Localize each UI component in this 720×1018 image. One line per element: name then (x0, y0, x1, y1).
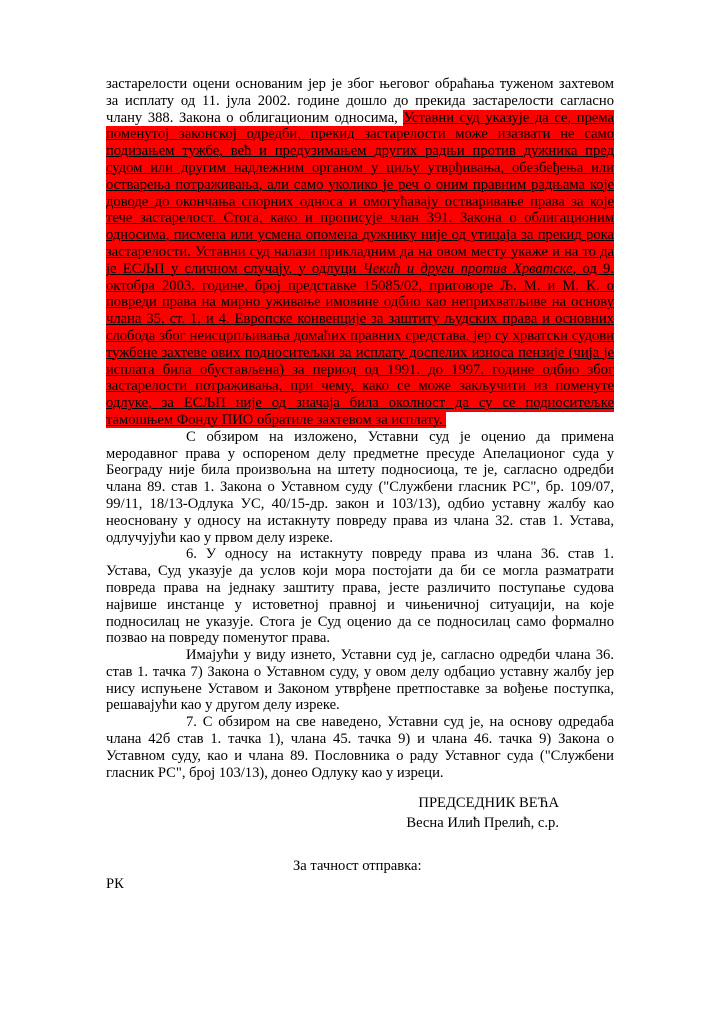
text-line (106, 664, 614, 681)
text-line (106, 580, 614, 597)
highlighted-text-line (106, 126, 614, 143)
highlighted-text-line (106, 160, 614, 177)
text-segment: став 1. тачка 7) Закона о Уставном суду, у овом делу одбацио уставну жалбу јер (106, 663, 614, 680)
text-line (106, 76, 614, 93)
highlighted-text-segment: тужбене захтеве ових подноситељки за исплату доспелих износа пензије (чија је (106, 344, 614, 361)
highlighted-text-line (106, 244, 614, 261)
text-segment: 6. У односу на истакнуту повреду права из члана 36. став 1. (186, 546, 614, 563)
text-line (106, 614, 614, 631)
text-segment: Устава, Суд указује да услов који мора постојати да би се могла разматрати (106, 563, 614, 580)
highlighted-text-line (106, 395, 614, 412)
certification-line: За тачност отправка: (293, 858, 422, 875)
signature-title: ПРЕДСЕДНИК ВЕЋА (418, 795, 559, 812)
text-segment: подносилац не указује. Стога је Суд оценио да се подносилац само формално (106, 613, 614, 630)
highlighted-text-segment: повреди права на мирно уживање имовине одбио као неприхватљиве на основу (106, 294, 614, 311)
text-line (106, 765, 614, 782)
highlighted-text-line (106, 378, 614, 395)
text-segment: меродавног права у оспореном делу предметне пресуде Апелационог суда у (106, 445, 614, 462)
text-segment: нису испуњене Уставом и Законом утврђене претпоставке за вођење поступка, (106, 680, 614, 697)
highlighted-text-line (106, 210, 614, 227)
highlighted-text-segment: односима, писмена или усмена опомена дужнику није од утицаја за прекид рока (106, 227, 614, 244)
highlighted-text-segment: Чекић и други против Хрватске (362, 260, 573, 277)
highlighted-text-segment: Уставни суд указује да се, према (403, 109, 614, 126)
highlighted-text-segment: октобра 2003. године, број представке 15085/02, приговоре Љ. М. и М. К. о (106, 277, 614, 294)
highlighted-text-segment: је ЕСЉП у сличном случају, у одлуци (106, 260, 363, 277)
text-line (106, 563, 614, 580)
document-content (106, 76, 614, 893)
text-line (106, 731, 614, 748)
highlighted-text-line (106, 345, 614, 362)
text-segment: неосновану у односу на истакнуту повреду права из члана 32. став 1. Устава, (106, 512, 614, 529)
highlighted-text-segment: одлуке, за ЕСЉП није од значаја била околност да су се подноситељке (106, 395, 614, 412)
text-line (106, 412, 614, 429)
highlighted-text-segment: застарелости. Уставни суд налази прикладним да на овом месту укаже и на то да (106, 243, 614, 260)
highlighted-text-line (106, 328, 614, 345)
text-line (106, 513, 614, 530)
text-line (106, 630, 614, 647)
highlighted-text-segment: исплата била обустављена) за период од 1991. до 1997. године одбио због (106, 361, 614, 378)
text-segment: повреда права на једнаку заштиту права, јесте различито поступање судова (106, 579, 614, 596)
text-segment: Београду није била произвољна на штету подносиоца, те је, сагласно одредби (106, 462, 614, 479)
highlighted-text-line (106, 294, 614, 311)
highlighted-text-line (106, 261, 614, 278)
highlighted-text-segment: члана 35. ст. 1. и 4. Европске конвенције за заштиту људских права и основних (106, 311, 614, 328)
highlighted-text-segment: остварења потраживања, али само уколико је реч о оним правним радњама које (106, 176, 614, 193)
document-body (106, 76, 614, 781)
highlighted-text-segment: доводе до окончања спорних односа и омогућавају остваривање права за које (106, 193, 614, 210)
text-line (106, 429, 614, 446)
text-line (106, 647, 614, 664)
highlighted-text-segment: , од 9. (572, 260, 614, 277)
text-line (106, 93, 614, 110)
text-line (106, 530, 614, 547)
text-segment: за исплату од 11. јула 2002. године дошло до прекида застарелости сагласно (106, 92, 614, 109)
text-segment: члана 89. став 1. Закона о Уставном суду ("Службени гласник РС", бр. 109/07, (106, 479, 614, 496)
signature-block (106, 793, 614, 833)
highlighted-text-line (106, 227, 614, 244)
highlighted-text-segment: тамошњем Фонду ПИО обратиле захтевом за исплату. (106, 411, 447, 428)
text-segment: решавајући као у другом делу изреке. (106, 697, 340, 714)
text-segment: застарелости оцени основаним јер је због његовог обраћања туженом захтевом (106, 76, 614, 92)
text-line (106, 446, 614, 463)
text-segment: члану 388. Закона о облигационим односима, (106, 109, 404, 126)
highlighted-text-line (106, 278, 614, 295)
text-line (106, 462, 614, 479)
text-segment: Имајући у виду изнето, Уставни суд је, сагласно одредби члана 36. (186, 647, 614, 664)
text-segment: гласник РС", број 103/13), донео Одлуку као у изреци. (106, 764, 444, 781)
text-segment: члана 42б став 1. тачка 1), члана 45. тачка 9) и члана 46. тачка 9) Закона о (106, 731, 614, 748)
highlighted-text-line (106, 194, 614, 211)
highlighted-text-segment: тече застарелост. Стога, како и прописује члан 391. Закона о облигационим (106, 210, 614, 227)
text-segment: 99/11, 18/13-Одлука УС, 40/15-др. закон и 103/13), одбио уставну жалбу као (106, 495, 614, 512)
text-segment: Уставном суду, као и члана 89. Пословника о раду Уставног суда ("Службени (106, 747, 614, 764)
text-line (106, 697, 614, 714)
clerk-initials: РК (106, 876, 124, 893)
highlighted-text-line (106, 362, 614, 379)
text-segment: С обзиром на изложено, Уставни суд је оценио да примена (186, 428, 614, 445)
signature-name: Весна Илић Прелић, с.р. (406, 815, 559, 832)
text-line (106, 496, 614, 513)
text-segment: 7. С обзиром на све наведено, Уставни суд је, на основу одредаба (186, 714, 614, 731)
highlighted-text-line (106, 311, 614, 328)
text-line (106, 748, 614, 765)
highlighted-text-segment: судом или другим надлежним органом у циљу утврђивања, обезбеђења или (106, 159, 614, 176)
text-line (106, 681, 614, 698)
text-segment: одлучујући као у првом делу изреке. (106, 529, 333, 546)
text-line (106, 479, 614, 496)
text-segment: позвао на повреду поменутог права. (106, 630, 331, 647)
text-line (106, 597, 614, 614)
text-line (106, 110, 614, 127)
text-line (106, 714, 614, 731)
highlighted-text-line (106, 143, 614, 160)
highlighted-text-segment: застарелости потраживања, при чему, како се може закључити из поменуте (106, 378, 614, 395)
highlighted-text-segment: слобода због неисцрпљивања домаћих правних средстава, јер су хрватски судови (106, 327, 614, 344)
highlighted-text-segment: поменутој законској одредби, прекид застарелости може изазвати не само (106, 126, 614, 143)
highlighted-text-segment: подизањем тужбе, већ и предузимањем других радњи против дужника пред (106, 143, 614, 160)
highlighted-text-line (106, 177, 614, 194)
text-segment: највише инстанце у истоветној правној и чињеничној ситуацији, на које (106, 596, 614, 613)
text-line (106, 546, 614, 563)
